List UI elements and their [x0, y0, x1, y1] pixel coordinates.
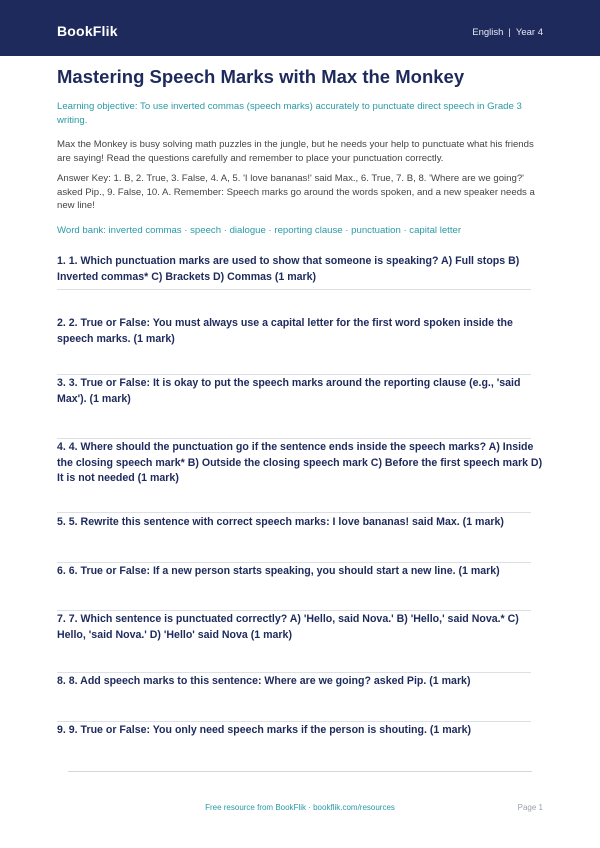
question-2: 2. 2. True or False: You must always use a capital letter for the first word spoken inside the speech marks. (1 mark) — [57, 317, 513, 345]
answer-line-4[interactable] — [57, 438, 531, 439]
answer-line-5[interactable] — [57, 512, 531, 513]
question-8: 8. 8. Add speech marks to this sentence: Where are we going? asked Pip. (1 mark) — [57, 675, 471, 687]
question-6: 6. 6. True or False: If a new person starts speaking, you should start a new line. (1 mark) — [57, 565, 500, 577]
answer-line-6[interactable] — [57, 562, 531, 563]
question-1: 1. 1. Which punctuation marks are used to show that someone is speaking? A) Full stops B) Inverted commas* C) Brackets D) Commas (1 mark) — [57, 255, 520, 283]
meta-separator: | — [508, 27, 511, 38]
answer-line-9[interactable] — [57, 721, 531, 722]
intro-text: Max the Monkey is busy solving math puzzles in the jungle, but he needs your help to punctuate what his friends are saying! Read the questions carefully and remember to place your punctuation correctly. — [57, 139, 534, 164]
question-4: 4. 4. Where should the punctuation go if the sentence ends inside the speech marks? A) Inside the closing speech mark* B) Outside the closing speech mark C) Before the first speech mark D) It is not needed (1 mark) — [57, 441, 543, 484]
header-bar — [0, 0, 600, 56]
question-5: 5. 5. Rewrite this sentence with correct speech marks: I love bananas! said Max. (1 mark) — [57, 516, 504, 528]
answer-line-7[interactable] — [57, 610, 531, 611]
subject-label: English — [472, 27, 504, 38]
page-title: Mastering Speech Marks with Max the Monkey — [57, 66, 465, 87]
question-9: 9. 9. True or False: You only need speech marks if the person is shouting. (1 mark) — [57, 724, 472, 736]
learning-objective: Learning objective: To use inverted commas (speech marks) accurately to punctuate direct speech in Grade 3 writing. — [57, 101, 522, 126]
footer-divider — [68, 771, 532, 772]
answer-line-1[interactable] — [57, 289, 531, 290]
answer-line-3[interactable] — [57, 374, 531, 375]
word-bank: Word bank: inverted commas · speech · dialogue · reporting clause · punctuation · capital letter — [57, 225, 462, 236]
header-meta — [472, 27, 543, 38]
question-3: 3. 3. True or False: It is okay to put the speech marks around the reporting clause (e.g., 'said Max'). (1 mark) — [57, 377, 521, 405]
brand-logo: BookFlik — [57, 23, 118, 39]
question-7: 7. 7. Which sentence is punctuated correctly? A) 'Hello, said Nova.' B) 'Hello,' said Nova.* C) Hello, 'said Nova.' D) 'Hello' said Nova (1 mark) — [57, 613, 519, 641]
answer-key: Answer Key: 1. B, 2. True, 3. False, 4. A, 5. 'I love bananas!' said Max., 6. True, 7. B, 8. 'Where are we going?' asked Pip., 9. False, 10. A. Remember: Speech marks go around the words spoken, and a new speaker needs a new line! — [57, 173, 535, 211]
answer-line-8[interactable] — [57, 672, 531, 673]
page-number: Page 1 — [517, 803, 543, 812]
footer-link[interactable]: Free resource from BookFlik · bookflik.com/resources — [205, 803, 395, 812]
year-label: Year 4 — [515, 27, 543, 38]
